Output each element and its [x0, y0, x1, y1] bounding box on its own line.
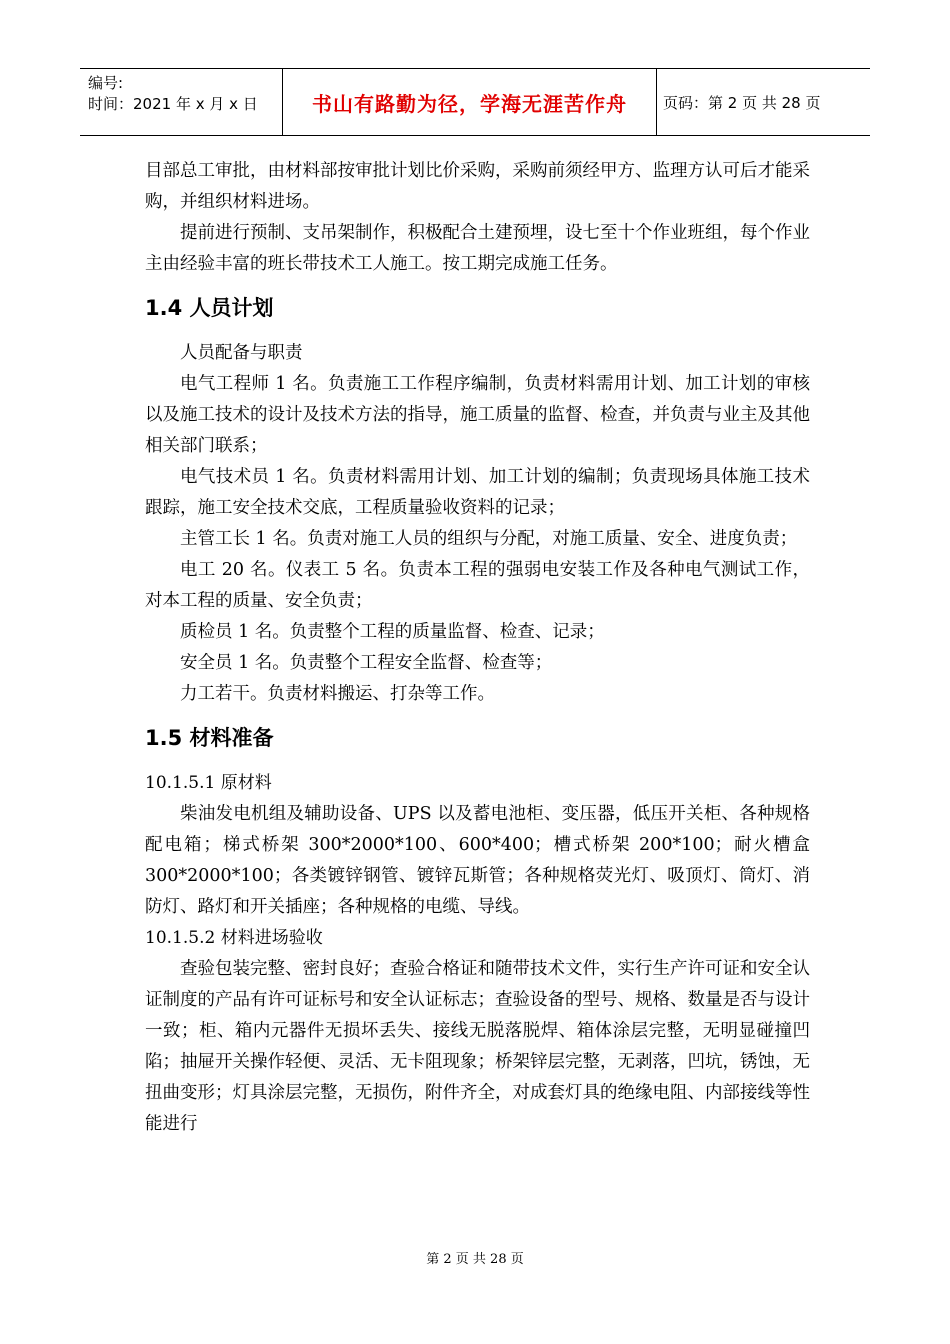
header-meta — [80, 69, 283, 135]
subsection-heading: 10.1.5.1 原材料 — [145, 773, 272, 793]
paragraph: 安全员 1 名。负责整个工程安全监督、检查等； — [180, 653, 553, 673]
paragraph: 柴油发电机组及辅助设备、UPS 以及蓄电池柜、变压器，低压开关柜、各种规格配电箱；梯式桥架 300*2000*100、600*400；槽式桥架 200*100；耐火槽盒 300*2000*100；各类镀锌钢管、镀锌瓦斯管；各种规格荧光灯、吸顶灯、筒灯、消防灯、路灯和开关插座；各种规格的电缆、导线。 — [145, 804, 810, 917]
section-heading-1-4: 1.4 人员计划 — [145, 296, 274, 320]
paragraph: 提前进行预制、支吊架制作，积极配合土建预埋，设七至十个作业班组，每个作业主由经验丰富的班长带技术工人施工。按工期完成施工任务。 — [145, 223, 810, 274]
document-header — [80, 68, 870, 136]
paragraph: 力工若干。负责材料搬运、打杂等工作。 — [180, 684, 495, 704]
document-number-label: 编号: — [88, 74, 124, 92]
document-date: 时间：2021 年 x 月 x 日 — [88, 95, 258, 113]
subsection-heading: 10.1.5.2 材料进场验收 — [145, 928, 323, 948]
paragraph: 主管工长 1 名。负责对施工人员的组织与分配，对施工质量、安全、进度负责； — [180, 529, 798, 549]
paragraph: 质检员 1 名。负责整个工程的质量监督、检查、记录； — [180, 622, 605, 642]
document-body — [145, 156, 810, 1140]
paragraph: 电工 20 名。仪表工 5 名。负责本工程的强弱电安装工作及各种电气测试工作，对本工程的质量、安全负责； — [145, 560, 810, 611]
page-footer: 第 2 页 共 28 页 — [426, 1252, 524, 1267]
paragraph: 人员配备与职责 — [180, 343, 303, 363]
paragraph: 电气技术员 1 名。负责材料需用计划、加工计划的编制；负责现场具体施工技术跟踪，施工安全技术交底，工程质量验收资料的记录； — [145, 467, 810, 518]
paragraph: 目部总工审批，由材料部按审批计划比价采购，采购前须经甲方、监理方认可后才能采购，并组织材料进场。 — [145, 161, 810, 212]
section-heading-1-5: 1.5 材料准备 — [145, 726, 274, 750]
paragraph: 电气工程师 1 名。负责施工工作程序编制，负责材料需用计划、加工计划的审核以及施工技术的设计及技术方法的指导，施工质量的监督、检查，并负责与业主及其他相关部门联系； — [145, 374, 810, 456]
header-page-info: 页码：第 2 页 共 28 页 — [663, 93, 821, 112]
header-motto: 书山有路勤为径，学海无涯苦作舟 — [283, 69, 657, 135]
paragraph: 查验包装完整、密封良好；查验合格证和随带技术文件，实行生产许可证和安全认证制度的产品有许可证标号和安全认证标志；查验设备的型号、规格、数量是否与设计一致；柜、箱内元器件无损坏丢失、接线无脱落脱焊、箱体涂层完整，无明显碰撞凹陷；抽屉开关操作轻便、灵活、无卡阻现象；桥架锌层完整，无剥落，凹坑，锈蚀，无扭曲变形；灯具涂层完整，无损伤，附件齐全，对成套灯具的绝缘电阻、内部接线等性能进行 — [145, 959, 810, 1134]
